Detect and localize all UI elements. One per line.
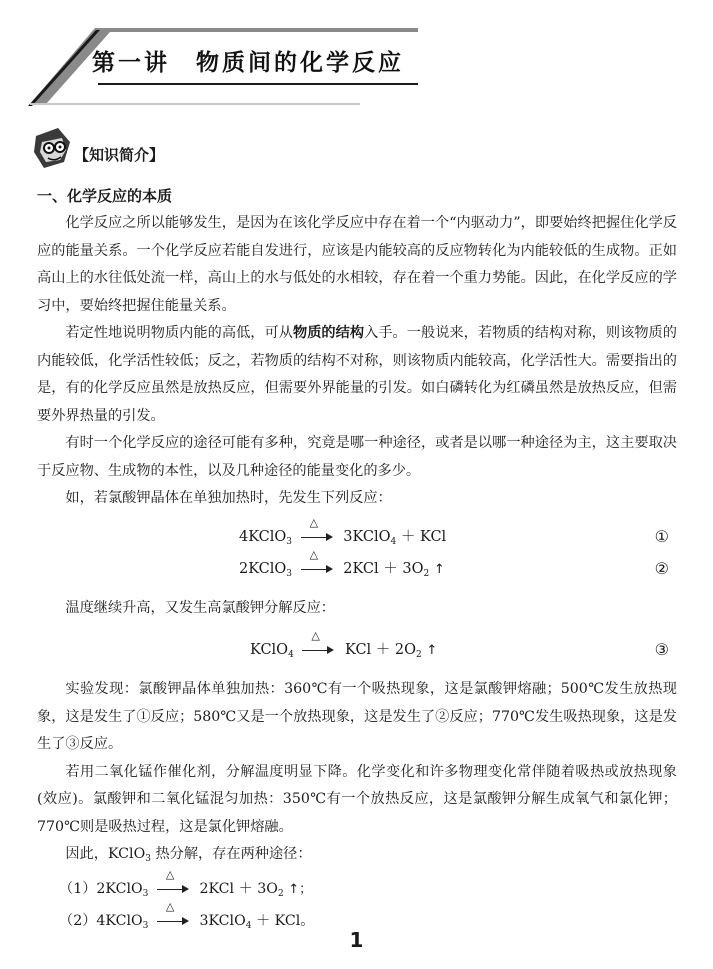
section-tag bbox=[34, 128, 165, 168]
pathway-1: （1）2KClO$_3$ △ $2KCl + 3O_2$ ↑； bbox=[59, 867, 313, 899]
equation-3 bbox=[37, 629, 677, 666]
section-tag-label: 【知识简介】 bbox=[74, 146, 165, 164]
equation-3-number: ③ bbox=[654, 640, 669, 659]
paragraph-6: 实验发现：氯酸钾晶体单独加热：360℃有一个吸热现象，这是氯酸钾熔融；500℃发生放热现象，这是发生了①反应；580℃又是一个放热现象，这是发生了②反应；770℃发生吸热现象，这是发生了③反应。 bbox=[37, 681, 677, 752]
main-content bbox=[37, 183, 677, 937]
section-heading: 一、化学反应的本质 bbox=[37, 187, 173, 205]
equation-1-number: ① bbox=[654, 526, 669, 546]
pathway-2: （2）4KClO$_3$ △ 3KClO$_4$ ＋ KCl。 bbox=[59, 899, 315, 931]
paragraph-2-emphasis: 物质的结构 bbox=[292, 325, 365, 341]
equation-2-formula: 2KClO$_3$ △ $2KCl + 3O_2$ ↑ bbox=[239, 547, 445, 579]
paragraph-2-text-a: 若定性地说明物质内能的高低，可从 bbox=[65, 325, 293, 341]
paragraph-1: 化学反应之所以能够发生，是因为在该化学反应中存在着一个“内驱动力”，即要始终把握住化学反应的能量关系。一个化学反应若能自发进行，应该是内能较高的反应物转化为内能较低的生成物。正如高山上的水往低处流一样，高山上的水与低处的水相较，存在着一个重力势能。因此，在化学反应的学习中，要始终把握住能量关系。 bbox=[37, 215, 677, 314]
heating-arrow-icon: △ bbox=[157, 915, 191, 927]
cartoon-character-icon bbox=[34, 128, 74, 172]
heating-arrow-icon: △ bbox=[301, 563, 335, 575]
paragraph-3: 有时一个化学反应的途径可能有多种，究竟是哪一种途径，或者是以哪一种途径为主，这主要取决于反应物、生成物的本性，以及几种途径的能量变化的多少。 bbox=[37, 435, 677, 479]
paragraph-5: 温度继续升高，又发生高氯酸钾分解反应： bbox=[65, 599, 335, 616]
equation-3-formula: KClO$_4$ △ KCl ＋ $2O_2$ ↑ bbox=[250, 629, 438, 660]
lecture-title: 第一讲 物质间的化学反应 bbox=[92, 50, 404, 76]
paragraph-7: 若用二氧化锰作催化剂，分解温度明显下降。化学变化和许多物理变化常伴随着吸热或放热现象(效应)。氯酸钾和二氧化锰混匀加热：350℃有一个放热反应，这是氯酸钾分解生成氧气和氯化钾；770℃则是吸热过程，这是氯化钾熔融。 bbox=[37, 763, 677, 835]
heating-arrow-icon: △ bbox=[302, 644, 336, 656]
paragraph-2 bbox=[37, 320, 677, 430]
paragraph-4: 如，若氯酸钾晶体在单独加热时，先发生下列反应： bbox=[65, 490, 392, 506]
equation-2-number: ② bbox=[654, 558, 669, 578]
heating-arrow-icon: △ bbox=[157, 883, 191, 895]
header-banner bbox=[0, 0, 713, 110]
page-number: 1 bbox=[349, 928, 364, 952]
equation-1 bbox=[37, 515, 677, 553]
equation-1-formula: 4KClO$_3$ △ 3KClO$_4$ ＋ KCl bbox=[239, 515, 447, 547]
heating-arrow-icon: △ bbox=[301, 531, 335, 543]
paragraph-2-text-b: 入手。一般说来，若物质的结构对称，则该物质的内能较低，化学活性较低；反之，若物质的结构不对称，则该物质内能较高，化学活性大。需要指出的是，有的化学反应虽然是放热反应，但需要外界能量的引发。如白磷转化为红磷虽然是放热反应，但需要外界热量的引发。 bbox=[37, 325, 677, 424]
paragraph-8: 因此，KClO$_3$ 热分解，存在两种途径： bbox=[65, 846, 312, 864]
equation-2 bbox=[37, 547, 677, 585]
